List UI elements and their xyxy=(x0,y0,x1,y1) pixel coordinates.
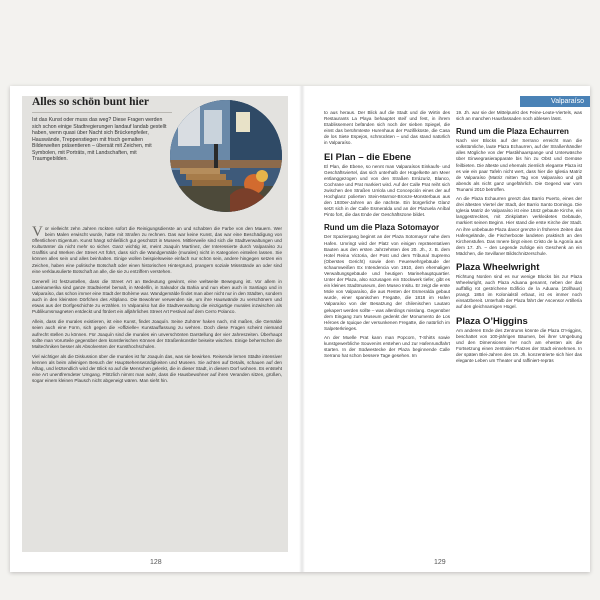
body-paragraph: El Plan, die Ebene, so nennt man Valparaísos Einkaufs- und Geschäftsviertel, das sich unterhalb der Hügelkette am Meer entlanggezogen und von den Straßen Errázuriz, Blanco, Cochrane und Prat markiert wird. Auf der Calle Prat reiht sich zwischen den Straßen Urriola und Concepción eines der auf Hochglanz polierten Stein-Marmor-Bronze-Monsterbaus aus den 1930er-Jahren an die nächste. Ein bürgerliche Glanz setzt sich in der Calle Esmeralda und an der Plazuela Aníbal Pinto fort, die das Ende der Geschäftszone bildet. xyxy=(324,163,450,218)
title-rule xyxy=(32,112,172,113)
section-heading: Rund um die Plaza Echaurren xyxy=(456,127,569,137)
body-paragraph xyxy=(32,226,282,275)
body-paragraph: Richtung Norden sind es nur wenige Blocks bis zur Plaza Wheelwright, auch Plaza Aduana genannt, neben der das auffällig rot gestrichene Edificio de la Aduana (Zollhaus) prangt. 1854 im Kolonialstil erbaut, ist es immer noch einsatzbereit. Unterhalb der Plaza fährt der Ascensor Artillería auf den gleichnamigen Hügel. xyxy=(456,273,582,310)
text-column-2 xyxy=(456,110,582,367)
left-page xyxy=(10,86,300,572)
section-heading: Rund um die Plaza Sotomayor xyxy=(324,223,440,233)
body-paragraph: Nach vier Blocks auf der Serrano erreicht man die volkstümliche, laute Plaza Echaurren, auf der Straßenhändler alles Mögliche von der Plastikhaarspange und Unterwäsche über Einwegrasierapparate bis hin zu Obst und Gemüse feilbieten. Die älteste und ehemals ziemlich elegante Plaza ist es wie ein paar Tafeln nicht wert, dass hier die Iglesia Matriz de Valparaíso (Matriz mitten Tag von Valparaíso und gilt abends als nicht ganz ungefährlich. Die Gegend war vom Tsunami 2010 betroffen. xyxy=(456,138,582,192)
body-paragraph: 19. Jh. war sie der Mittelpunkt des Feine-Leute-Viertels, was sich an manchen Hausfassaden noch ablesen lässt. xyxy=(456,110,582,122)
body-text: or vielleicht zehn Jahren rückten sofort die Reinigungsdienste an und schabten die Farbe von den Mauern. Wer beim Malen erwischt wurde, hatte mit Strafen zu rechnen. Das war keine Kunst, das war eine Beschädigung von öffentlichem Eigentum. Kunst hängt schließlich gut geschützt in Museen. Mittlerweile sind sich die Stadtverwaltungen und Kulturämter da nicht mehr so sicher. Ganz wichtig ist, meint Joaquín Martínez, der Interessierte durch Valparaíso zu Graffitis und Werken der Street Art führt, dass sich die Wandgemälde (murales) nicht in Kategorien einteilen lassen. Sie können alles sein und alles beinhalten. Einige wollen beispielsweise einfach nur schön sein, andere hingegen setzen ein Zeichen, haben eine politische Botschaft oder einen historischen Hintergrund, prangern soziale Missstände an oder sind eine verklausulierte Botschaft an alle, die sie zu entziffern verstehen. xyxy=(32,226,282,274)
page-number: 129 xyxy=(434,559,446,566)
body-paragraph: to aus heraus. Der Blick auf die Stadt und die Wirtin des Restaurants La Playa behauptet steif und fest, in ihrem Etablissement befänden sich noch der sieben Spiegel, die einst das berühmteste Hurenhaus der Pazifikküste, die Casa de los Siete Espejos, schmückten – und das stand natürlich in Valparaíso. xyxy=(324,110,450,146)
body-paragraph: An der Muelle Prat kann man Popcorn, T-Shirts sowie kunstgewerbliche Souvenirs erstehen und zur Hafenrundfahrt starten. In der Südwestecke der Plaza beginnende Calle Serrano hat schon bessere Tage gesehen. Im xyxy=(324,334,450,359)
body-paragraph: An die Plaza Echaurren grenzt das Barrio Puerto, eines der drei ältesten Viertel der Stadt, der Barrio Santo Domingo. Die Iglesia Matriz de Valparaíso ist eine 1842 gebaute Kirche, ein langgestrecktes, mit Zinkplatten verkleidetes Gebäude, markiert seinen Beginn. Hier stand die erste Kirche der Stadt. An ihre unbebaute Plaza davor grenzte in früheren Zeiten das Hafengelände, die Fischerboote landeten praktisch an den Kirchenstufen. Das Innere birgt einen Cristo de la Agonía aus dem 17. Jh. – den Legende zufolge ein Geschenk an ein Mädchen, die Sevillaner Bildschnitzerschule. xyxy=(456,196,582,256)
page-number: 128 xyxy=(150,559,162,566)
drop-cap: V xyxy=(32,224,43,240)
region-tab: Valparaíso xyxy=(520,96,590,107)
photo-illustration xyxy=(170,100,282,212)
street-art-photo xyxy=(170,100,282,212)
body-paragraph: Viel wichtiger als die Diskussion über die murales ist für Joaquín das, was sie bewirken. Reisende lernen Städte intensiver kennen als beim alleinigen Besuch der Hauptsehenswürdigkeiten und Museen. Sie achten auf Details, schauen auf den Alltag, und letztendlich wird der Blick so auf die Menschen gelenkt, die in dieser Stadt, in diesem Dorf wohnen. Es entsteht eine Art unentfremdeter Umgang. Plötzlich nimmt man wahr, dass die Hausbewohner auf ihren Veranden sitzen, grüßen, sogar einem kleinen Plausch nicht abgeneigt wären. Man sieht hin. xyxy=(32,353,282,384)
section-heading: El Plan – die Ebene xyxy=(324,151,412,163)
body-paragraph: Generell ist festzustellen, dass die Street Art an Bedeutung gewinnt, eine weltweite Bewegung ist. Vor allem in Lateinamerika sind ganze Stadtviertel bemalt, in Medellín, in Salvador da Bahia und nun eben auch in Santiago und in Valparaíso, das schon immer eine Stadt der Bohème war. Wandgemälde findet man aber nicht nur in den Städten, sondern auch in den kleinsten Dörfchen des Altiplano. Die Bewohner verwenden sie, um ihre Hauswände zu verschönern und etwas aus der Dorfgeschichte zu erzählen. In Valparaíso hat die Stadtverwaltung die einzigartige murales inzwischen als Publikumsmagneten entdeckt und fördert ein alljährliches Street Art Festival auf dem Cerro Polanco. xyxy=(32,278,282,315)
section-heading: Plaza O’Higgins xyxy=(456,315,528,327)
body-paragraph: Der Spaziergang beginnt an der Plaza Sotomayor nahe dem Hafen. Umringt wird der Platz von einigen repräsentativen Bauten aus den ersten Jahrzehnten des 20. Jh., z. B. dem Hotel Reina Victoria, der Post und dem Tribunal Supremo (Oberstes Gericht) sowie dem Feuerwehrgebäude der schaumweißen Ex Intendencia von 1910, dem ehemaligen Verwaltungsgebäude und heutigen Marinehauptquartier. Unter der Plaza, also sozusagen ein Stockwerk tiefer, gibt es ein kleines Stadtmuseum, den Museo Insitu. Er zeigt die erste Mole von Valparaíso, die aus Resten der Esmeralda gebaut wurde, einer spanischen Fregatte, die 1818 im Hafen Valparaíso von der Besatzung der chilenischen Lautaro gekapert werden sollte – was allerdings misslang. Gegenüber dem Eingang zum Museum gedenkt der Monumento de Los Héroes de Iquique der versunkenen Fregatte, die natürlich im Salpeterkrieges. xyxy=(324,234,450,331)
box-title: Alles so schön bunt hier xyxy=(32,96,149,108)
text-column-1 xyxy=(324,110,450,362)
section-heading: Plaza Wheelwright xyxy=(456,261,540,273)
box-body xyxy=(32,226,282,388)
box-intro: Ist das Kunst oder muss das weg? Diese Fragen werden sich schon einige Stadtregierungen landauf landab gestellt haben, wenn quasi über Nacht sich Brückenpfeiler, Hauswände, Treppenstiegen mit frisch gemalten Bilderwelten präsentieren – übersät mit Zeichen, mit Symbolen, mit Porträts, mit Landschaften, mit Traumgebilden. xyxy=(32,117,167,162)
right-page xyxy=(302,86,590,572)
body-paragraph: Allein, dass die murales existieren, ist eine Kunst, findet Joaquín. Seine Zuhörer haken nach, mit maßen, die Gemälde seien auch eine Form, sich gegen die »offizielle« Kunstauffassung zu wehren. Doch diese Fragen scheint niemand aufrecht stellen zu können. Für Joaquín sind die murales ein unverschönten Darstellung der vier Jahreszeiten. Überhaupt sollte man Vorurteile gegenüber dem künstlerischen Können der Straßenkünstler beiseite wischen. Einige beherrschen die Maltechniken besser als Absolventen der Kunsthochschulen. xyxy=(32,319,282,349)
body-paragraph: Am anderen Ende des Zentrums könnte die Plaza O’Higgins, beschattet von 100-jährigen Bäumen, bei ihrer Umgebung und den Dimensionen her noch am ehesten als die Fortsetzung einen zentralen Platzes der Stadt einnehmen. In der späten Blei-Jahren des 19. Jh. konzentrierte sich hier das elegante Leben um Theater und raffiniert-repräs xyxy=(456,327,582,363)
book-spread xyxy=(10,86,590,572)
